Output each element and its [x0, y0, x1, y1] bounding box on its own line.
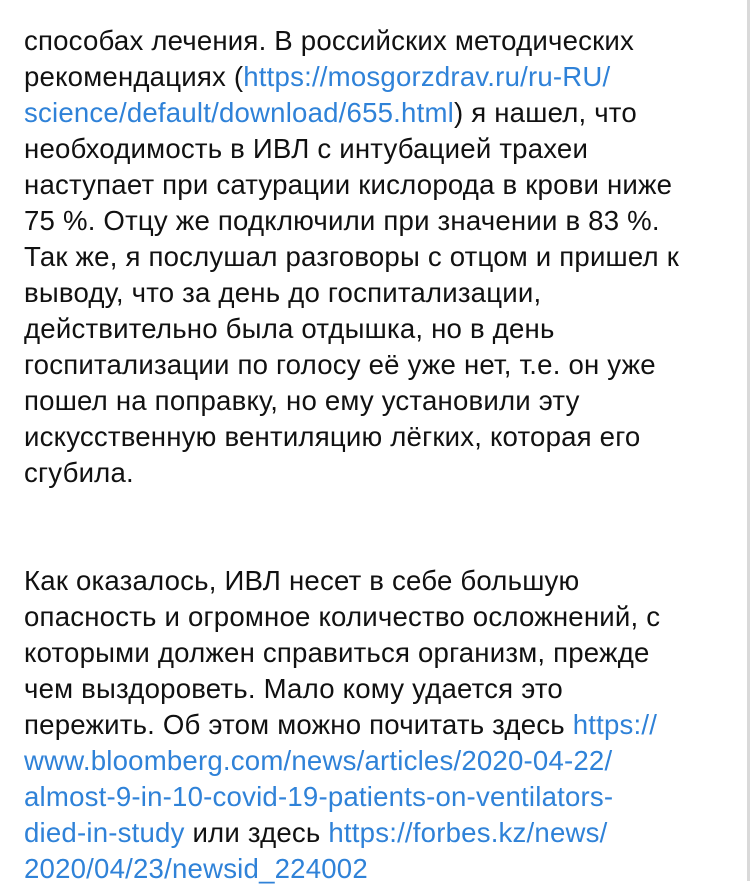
link-bloomberg[interactable]: https:// — [572, 709, 658, 740]
message-line — [24, 347, 729, 383]
text-segment: госпитализации по голосу её уже нет, т.е. он уже — [24, 349, 656, 380]
message-line — [24, 275, 729, 311]
link-forbes[interactable]: https://forbes.kz/news/ — [328, 817, 608, 848]
message-line — [24, 599, 729, 635]
message-line — [24, 707, 729, 743]
message-line — [24, 59, 729, 95]
message-line — [24, 419, 729, 455]
text-segment: опасность и огромное количество осложнений, с — [24, 601, 661, 632]
message-line — [24, 743, 729, 779]
message-line — [24, 239, 729, 275]
link-bloomberg[interactable]: almost-9-in-10-covid-19-patients-on-ventilators- — [24, 781, 614, 812]
link-mosgorzdrav[interactable]: https://mosgorzdrav.ru/ru-RU/ — [243, 61, 611, 92]
paragraph-break — [24, 491, 729, 563]
text-segment: чем выздороветь. Мало кому удается это — [24, 673, 563, 704]
text-segment: пошел на поправку, но ему установили эту — [24, 385, 580, 416]
text-segment: действительно была отдышка, но в день — [24, 313, 555, 344]
message-line — [24, 95, 729, 131]
message-line — [24, 383, 729, 419]
message-line — [24, 779, 729, 815]
link-bloomberg[interactable]: www.bloomberg.com/news/articles/2020-04-22/ — [24, 745, 613, 776]
message-line — [24, 851, 729, 887]
text-segment: искусственную вентиляцию лёгких, которая его — [24, 421, 641, 452]
text-segment: или здесь — [184, 817, 329, 848]
message-line — [24, 23, 729, 59]
message-line — [24, 167, 729, 203]
message-line — [24, 671, 729, 707]
message-line — [24, 203, 729, 239]
text-segment: Так же, я послушал разговоры с отцом и пришел к — [24, 241, 679, 272]
message-line — [24, 131, 729, 167]
message-line — [24, 311, 729, 347]
text-segment: которыми должен справиться организм, прежде — [24, 637, 650, 668]
text-segment: необходимость в ИВЛ с интубацией трахеи — [24, 133, 589, 164]
text-segment: выводу, что за день до госпитализации, — [24, 277, 542, 308]
message-text — [24, 23, 729, 887]
text-segment: наступает при сатурации кислорода в крови ниже — [24, 169, 673, 200]
text-segment: рекомендациях ( — [24, 61, 244, 92]
message-line — [24, 815, 729, 851]
message-line — [24, 455, 729, 491]
text-segment: ) я нашел, что — [453, 97, 637, 128]
message-line — [24, 635, 729, 671]
text-segment: 75 %. Отцу же подключили при значении в 83 %. — [24, 205, 660, 236]
text-segment: Как оказалось, ИВЛ несет в себе большую — [24, 565, 580, 596]
link-bloomberg[interactable]: died-in-study — [24, 817, 185, 848]
text-segment: пережить. Об этом можно почитать здесь — [24, 709, 573, 740]
text-segment: способах лечения. В российских методических — [24, 25, 635, 56]
message-line — [24, 563, 729, 599]
text-segment: сгубила. — [24, 457, 134, 488]
link-forbes[interactable]: 2020/04/23/newsid_224002 — [24, 853, 368, 884]
link-mosgorzdrav[interactable]: science/default/download/655.html — [24, 97, 454, 128]
